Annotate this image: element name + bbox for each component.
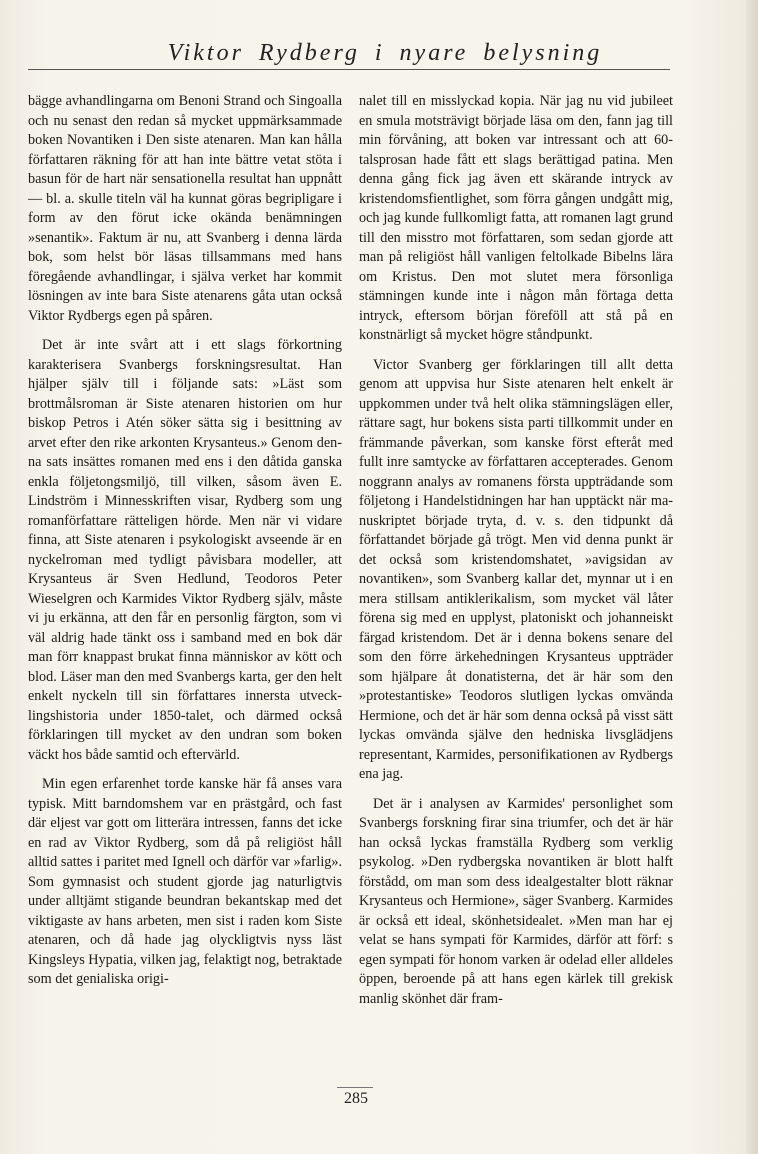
paragraph: bägge avhandlingarna om Benoni Strand och Singoalla och nu senast den redan så mycket uppmärksammade boken Novantiken i Den siste atenaren. Man kan hålla författaren räkning för att han inte bättre vetat stöta i basun för de hart när sensationella resultat han uppnått — bl. a. skulle titeln väl ha kunnat göras begripligare i form av den förut icke okända benämningen »senantik». Faktum är nu, att Svanberg i denna lärda bok, som helst bör läsas tillsammans med hans föregående avhandlingar, i själva verket har kommit lösningen av inte bara Siste atenarens gåta utan också Viktor Rydbergs egen på spåren. [28, 93, 342, 324]
page-number: 285 [344, 1090, 368, 1107]
paragraph: Victor Svanberg ger förklaringen till allt detta genom att uppvisa hur Siste atenaren helt enkelt är uppkommen under två helt olika stämningslägen eller, rättare sagt, hur bokens sista parti tillkommit under en främmande påverkan, som kanske först efteråt med fullt inre samtycke av författaren accepterades. Genom noggrann analys av romanens första uppträdande som följetong i Handelstidningen har han upptäckt när manuskriptet började tryta, d. v. s. den tidpunkt då författandet började gå trögt. Men vid denna punkt är det också som kristendomshatet, »avigsidan av novantiken», som Svanberg kallar det, mynnar ut i en mera stillsam antiklerikalism, som mycket väl låter förena sig med en upplyst, platoniskt och johanneiskt färgad kristendom. Det är i denna bokens senare del som den förre ärkehedningen Krysanteus uppträder som hjälpare åt donatisterna, det är här som den »protestantiske» Teodoros slutligen lyckas omvända Hermione, och det är här som denna också på visst sätt lyckas omvända själve den hedniska livsglädjens representant, Karmides, personifikationen av Rydbergs ena jag. [359, 356, 673, 782]
header-rule [28, 69, 670, 70]
running-header: Viktor Rydberg i nyare belysning [167, 40, 603, 66]
left-column [28, 92, 342, 1000]
paragraph: Det är inte svårt att i ett slags förkortning karakterisera Svanbergs forskningsresultat. Han hjälper själv till i följande sats: »Läst som brottmålsroman är Siste atenaren historien om hur biskop Petros i Atén söker sätta sig i besittning av arvet efter den rike arkonten Krysanteus.» Genom denna sats insättes romanen med ens i den dåtida ganska enkla följetongsmiljö, till vilken, såsom även E. Lindström i Minnesskriften visar, Rydberg som ung romanförfattare rätteligen hörde. Men när vi vidare finna, att Siste atenaren i psykologiskt avseende är en nyckelroman med tydligt påvisbara modeller, att Krysanteus är Sven Hedlund, Teodoros Peter Wieselgren och Karmides Viktor Rydberg själv, måste vi ju erkänna, att den får en personlig färgton, som vi väl aldrig hade tänkt oss i samband med en bok där man förr knappast brukat finna människor av kött och blod. Läser man den med Svanbergs karta, ger den helt enkelt nyckeln till sin författares innersta utvecklingshistoria under 1850-talet, och därmed också förklaringen till mycket av den undran som boken väckt hos både samtid och eftervärld. [28, 337, 342, 763]
footer-rule [337, 1087, 373, 1088]
paragraph: Det är i analysen av Karmides' personlighet som Svanbergs forskning firar sina triumfer, och det är här han också lyckas framställa Rydberg som verklig psykolog. »Den rydbergska novantiken är blott halft förstådd, om man som dess idealgestalter blott räknar Krysanteus och Hermione», säger Svanberg. Karmides är också ett ideal, skönhetsidealet. »Men man har ej velat se hans sympati för Karmides, därför att förf: s egen sympati för honom varken är odelad eller alldeles öppen, beroende på att hans egen kärlek till grekisk manlig skönhet där fram- [359, 795, 673, 1007]
right-column [359, 92, 673, 1019]
page-edge [746, 0, 758, 1154]
paragraph: Min egen erfarenhet torde kanske här få anses vara typisk. Mitt barndomshem var en prästgård, och fast där eljest var gott om litterära intressen, fanns det icke en rad av Viktor Rydberg, som då på religiöst håll alltid sattes i paritet med Ignell och därför var »farlig». Som gymnasist och student gjorde jag naturligtvis under alltjämt stigande beundran bekantskap med det viktigaste av hans arbeten, men sist i raden kom Siste atenaren, och då hade jag olyckligtvis nyss läst Kingsleys Hypatia, vilken jag, felaktigt nog, betraktade som det genialiska origi- [28, 776, 343, 987]
paragraph: nalet till en misslyckad kopia. När jag nu vid jubileet en smula motsträvigt började läsa om den, fann jag till min förvåning, att boken var intressant och att 60-talsprosan hade fått ett slags berättigad patina. Men denna gång fick jag även ett skärande intryck av kristendomsfientlighet, som förra gången undgått mig, och jag kunde fullkomligt fatta, att romanen lagt grund till den misstro mot författaren, som sedan gjorde att man på religiöst håll vanligen feltolkade Bibelns lära om Kristus. Den mot slutet mera försonliga stämningen kunde inte i någon mån förtaga detta intryck, eftersom början föreföll att stå på en konstnärligt så mycket högre ståndpunkt. [359, 93, 673, 343]
